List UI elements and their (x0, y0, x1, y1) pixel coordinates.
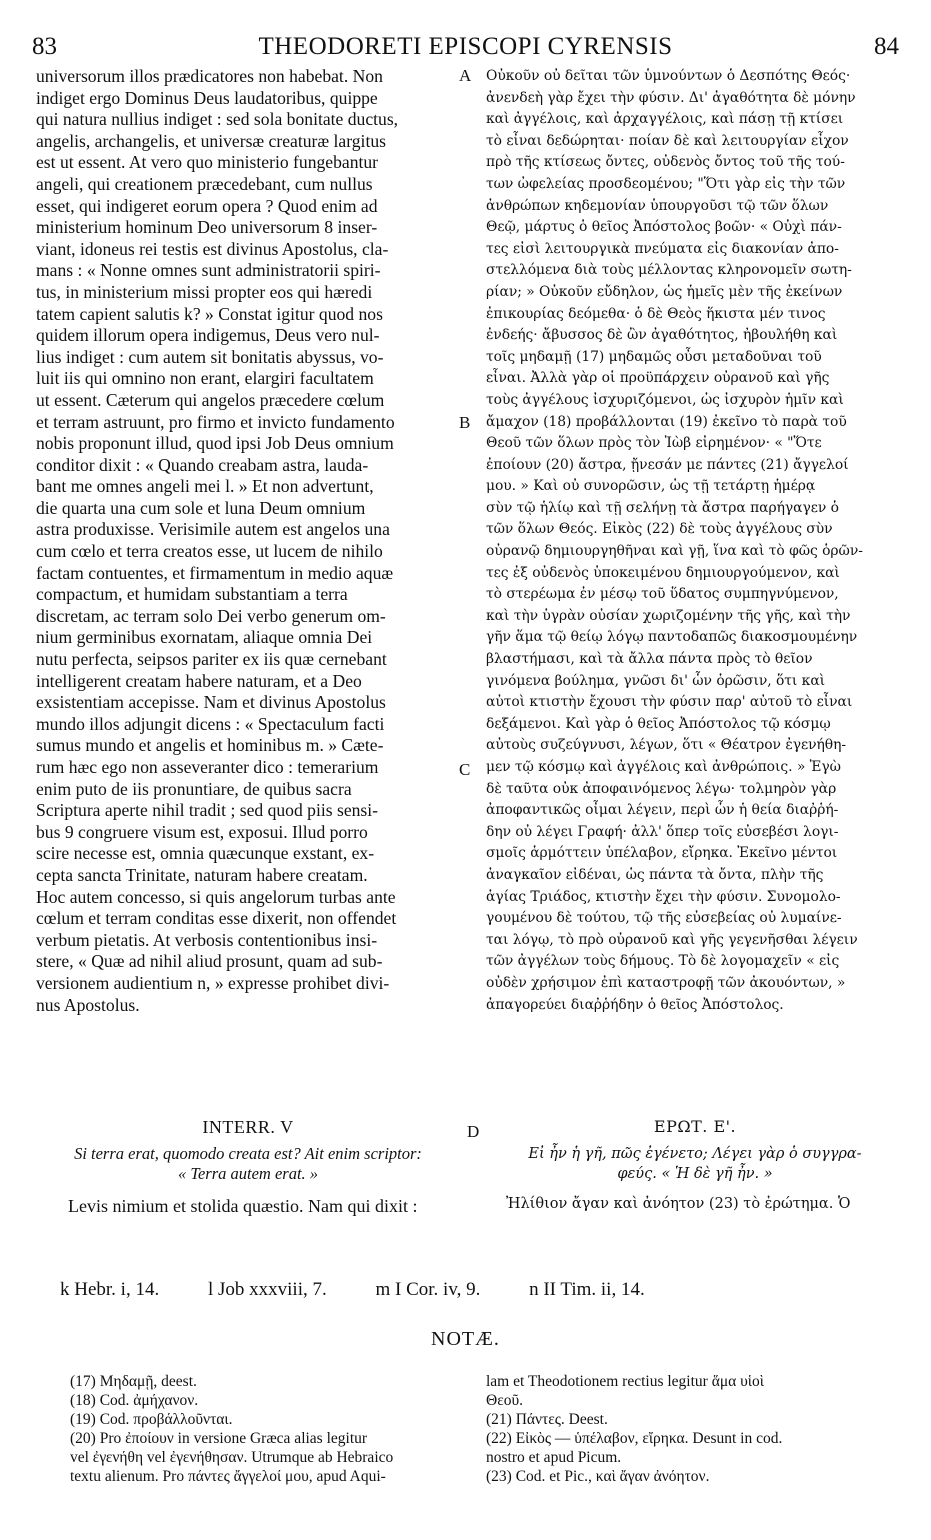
latin-text-line: luit iis qui omnino non erant, elargiri facultatem (36, 368, 374, 389)
greek-text-line: Θεῷ, μάρτυς ὁ θεῖος Ἀπόστολος βοῶν· « Οὐχὶ πάν- (486, 219, 842, 236)
latin-text-line: viant, idoneus rei testis est divinus Apostolus, cla- (36, 238, 389, 259)
greek-text-line: οὐδὲν χρήσιμον ἐπὶ καταστροφῇ τῶν ἀκουόντων, » (486, 974, 846, 991)
notes-title: NOTÆ. (431, 1328, 500, 1350)
latin-text-line: exsistentiam accepisse. Nam et divinus Apostolus (36, 692, 386, 713)
page-number-left: 83 (32, 33, 57, 60)
latin-text-line: lius indiget : cum autem sit bonitatis abyssus, vo- (36, 346, 384, 367)
note-line: (19) Cod. προβάλλοῦνται. (70, 1411, 233, 1428)
greek-text-line: μου. » Καὶ οὐ συνορῶσιν, ὡς τῇ τετάρτῃ ἡμέρᾳ (486, 478, 816, 495)
greek-question-line-1: Εἰ ἦν ἡ γῆ, πῶς ἐγένετο; Λέγει γὰρ ὁ συγγρα- (528, 1146, 862, 1162)
running-title: THEODORETI EPISCOPI CYRENSIS (258, 33, 673, 60)
note-line: Θεοῦ. (486, 1392, 524, 1409)
latin-question (36, 1144, 460, 1184)
greek-text-line: βλαστήμασι, καὶ τὰ ἄλλα πάντα πρὸς τὸ θεῖον (486, 651, 813, 668)
latin-text-line: versionem audientium n, » expresse prohibet divi- (36, 972, 390, 993)
latin-text-line: Hoc autem concesso, si quis angelorum turbas ante (36, 886, 396, 907)
footnotes (60, 1279, 760, 1301)
latin-text-line: esset, qui indigeret eorum opera ? Quod enim ad (36, 195, 378, 216)
latin-text-line: cum cœlo et terra creatos esse, ut lucem de nihilo (36, 541, 383, 562)
running-head (32, 30, 899, 64)
greek-text-line: ἀναγκαῖον εἰδέναι, ὡς πάντα τὰ ὄντα, πλὴν τῆς (486, 866, 824, 883)
note-line: (17) Μηδαμῇ, deest. (70, 1373, 197, 1390)
greek-text-line: τῶν ἀγγέλων τοὺς δήμους. Τὸ δὲ λογομαχεῖν « εἰς (486, 953, 840, 970)
greek-text-line: Οὐκοῦν οὐ δεῖται τῶν ὑμνούντων ὁ Δεσπότης Θεός· (486, 68, 851, 84)
latin-text-line: bant me omnes angeli mei l. » Et non advertunt, (36, 476, 374, 497)
latin-text-line: discretam, ac terram solo Dei verbo generum om- (36, 605, 386, 626)
greek-text-line: τες εἰσὶ λειτουργικὰ πνεύματα εἰς διακονίαν ἀπο- (486, 240, 839, 257)
greek-text-line: ἄμαχον (18) προβάλλονται (19) ἐκεῖνο τὸ παρὰ τοῦ (486, 413, 847, 430)
greek-text-line: πρὸ τῆς κτίσεως ὄντες, οὐδενὸς ὄντος τοῦ τῆς τού- (486, 154, 845, 171)
margin-letter-a: A (459, 66, 472, 85)
latin-text-line: scire necesse est, omnia quæcunque exstant, ex- (36, 843, 375, 864)
latin-text-line: rum hæc ego non asseveranter dico : temerarium (36, 757, 379, 777)
note-line: (23) Cod. et Pic., καὶ ἄγαν ἀνόητον. (486, 1468, 710, 1485)
latin-text-line: est ut essent. At vero quo ministerio fungebantur (36, 152, 379, 173)
latin-text-line: tus, in ministerium missi propter eos qui hæredi (36, 281, 373, 302)
greek-text-line: δην οὐ λέγει Γραφή· ἀλλ' ὅπερ τοῖς εὐσεβέσι λογι- (486, 823, 839, 840)
greek-text-line: τῶν ὅλων Θεός. Εἰκὸς (22) δὲ τοὺς ἀγγέλους σὺν (486, 521, 833, 538)
greek-text-line: τες ἐξ οὐδενὸς ὑποκειμένου δημιουργούμενον, καὶ (486, 564, 840, 581)
latin-question-line-2: « Terra autem erat. » (177, 1164, 319, 1183)
latin-text-line: qui natura nullius indiget : sed sola bonitate ductus, (36, 109, 399, 130)
page-number-right: 84 (874, 33, 899, 60)
latin-text-line: conditor dixit : « Quando creabam astra, lauda- (36, 454, 369, 475)
greek-text-line: δεξάμενοι. Καὶ γὰρ ὁ θεῖος Ἀπόστολος τῷ κόσμῳ (486, 715, 831, 732)
note-line: nostro et apud Picum. (486, 1449, 622, 1466)
greek-text-line: τοῖς μηδαμῇ (17) μηδαμῶς οὖσι μεταδοῦναι τοῦ (486, 348, 822, 365)
greek-text-line: σὺν τῷ ἡλίῳ καὶ τῇ σελήνῃ τὰ ἄστρα παρήγαγεν ὁ (486, 499, 839, 516)
greek-text-line: Θεοῦ τῶν ὅλων πρὸς τὸν Ἰὼβ εἰρημένον· « "Ὅτε (486, 435, 822, 452)
latin-text-line: nium germinibus exornatam, aliaque omnia Dei (36, 627, 373, 648)
greek-text-line: αὐτοὺς συζεύγνυσι, λέγων, ὅτι « Θέατρον ἐγενήθη- (486, 737, 847, 754)
footnote-l: l Job xxxviii, 7. (207, 1279, 327, 1300)
greek-text-line: ἐνδεής· ἄβυσσος δὲ ὢν ἀγαθότητος, ἠβουλήθη καὶ (486, 327, 838, 344)
greek-text-line: ται λόγῳ, τὸ πρὸ οὐρανοῦ καὶ γῆς γεγενῆσθαι λέγειν (486, 931, 858, 948)
greek-text-line: οὐρανῷ δημιουργηθῆναι καὶ γῇ, ἵνα καὶ τὸ φῶς ὁρῶν- (486, 543, 863, 560)
latin-column (36, 66, 460, 1016)
latin-text-line: cepta sancta Trinitate, naturam habere creatam. (36, 864, 368, 885)
notes-left-column (70, 1372, 460, 1486)
notes-right-column (486, 1372, 904, 1486)
note-line: (21) Πάντες. Deest. (486, 1411, 608, 1428)
latin-text-line: indiget ergo Dominus Deus laudatoribus, quippe (36, 87, 378, 108)
latin-answer-line: Levis nimium et stolida quæstio. Nam qui dixit : (68, 1196, 418, 1216)
latin-text-line: nus Apostolus. (36, 994, 140, 1015)
greek-question-line-2: φεύς. « Ἡ δὲ γῆ ἦν. » (617, 1166, 773, 1182)
greek-column (486, 66, 904, 1016)
greek-text-line: καὶ ἀγγέλοις, καὶ ἀρχαγγέλοις, καὶ πάσῃ τῇ κτίσει (486, 111, 844, 128)
greek-text-line: των ὠφελείας προσδεομένου; "Ὅτι γὰρ εἰς τὴν τῶν (486, 175, 846, 192)
note-line: (22) Εἰκὸς — ὑπέλαβον, εἴρηκα. Desunt in cod. (486, 1430, 783, 1447)
greek-section-heading: ΕΡΩΤ. Ε'. (653, 1117, 737, 1136)
margin-letter-b: B (459, 413, 471, 432)
latin-text-line: tatem capient salutis k? » Constat igitur quod nos (36, 303, 383, 324)
greek-text-line: μεν τῷ κόσμῳ καὶ ἀγγέλοις καὶ ἀνθρώποις. » Ἐγὼ (486, 759, 841, 775)
note-line: (20) Pro ἐποίουν in versione Græca alias legitur (70, 1430, 368, 1447)
greek-text-line: τοὺς ἀγγέλους ἰσχυριζόμενοι, ὡς ἰσχυρὸν ἡμῖν καὶ (486, 391, 844, 408)
latin-text-line: compactum, et humidam substantiam a terra (36, 584, 348, 605)
latin-question-line-1: Si terra erat, quomodo creata est? Ait enim scriptor: (74, 1144, 422, 1163)
latin-text-line: stere, « Quæ ad nihil aliud prosunt, quam ad sub- (36, 951, 383, 972)
greek-text-line: ἀπαγορεύει διαῤῥήδην ὁ θεῖος Ἀπόστολος. (486, 996, 784, 1013)
note-line: lam et Theodotionem rectius legitur ἅμα υἱοὶ (486, 1373, 764, 1390)
footnote-n: n II Tim. ii, 14. (529, 1279, 645, 1300)
note-line: (18) Cod. ἀμήχανον. (70, 1392, 199, 1409)
latin-text-line: astra produxisse. Verisimile autem est angelos una (36, 519, 390, 540)
greek-text-line: ἀνενδεὴ γὰρ ἔχει τὴν φύσιν. Δι' ἀγαθότητα δὲ μόνην (486, 89, 856, 106)
greek-text-line: ἐποίουν (20) ἄστρα, ᾔνεσάν με πάντες (21) ἄγγελοί (486, 456, 849, 473)
latin-text-line: et terram astruunt, pro firmo et invicto fundamento (36, 411, 395, 432)
latin-text-line: ut essent. Cæterum qui angelos præcedere cœlum (36, 389, 385, 410)
greek-text-line: τὸ εἶναι δεδώρηται· ποίαν δὲ καὶ λειτουργίαν εἶχον (486, 132, 849, 149)
latin-text-line: universorum illos prædicatores non habebat. Non (36, 66, 383, 86)
greek-text-line: γινόμενα βούλημα, γνῶσι δι' ὧν ὁρῶσιν, ὅτι καὶ (486, 672, 826, 689)
latin-text-line: intelligerent creatam habere naturam, et a Deo (36, 670, 362, 691)
greek-text-line: τὸ στερέωμα ἐν μέσῳ τοῦ ὕδατος συμπηγνύμενον, (486, 586, 839, 603)
greek-text-line: στελλόμενα διὰ τοὺς μέλλοντας κληρονομεῖν σωτη- (486, 262, 852, 279)
latin-text-line: ministerium hominum Deo universorum 8 inser- (36, 217, 378, 238)
latin-text-line: angelis, archangelis, et universæ creaturæ largitus (36, 130, 386, 151)
latin-text-line: quidem illorum opera indigemus, Deus vero nul- (36, 325, 380, 346)
greek-text-line: ἐπικουρίας δεόμεθα· ὁ δὲ Θεὸς ἥκιστα μέν τινος (486, 305, 826, 322)
latin-text-line: angeli, qui creationem præcedebant, cum nullus (36, 173, 373, 194)
greek-text-line: αὐτοὶ κτιστὴν ἔχουσι τὴν φύσιν παρ' αὐτοῦ τὸ εἶναι (486, 694, 853, 711)
greek-text-line: δὲ ταῦτα οὐκ ἀποφαινόμενος λέγω· τολμηρὸν γὰρ (486, 780, 837, 797)
latin-text-line: cœlum et terram conditas esse dixerit, non offendet (36, 908, 397, 929)
latin-text-line: enim puto de iis pronuntiare, de quibus sacra (36, 778, 352, 799)
latin-text-line: mundo illos adjungit dicens : « Spectaculum facti (36, 713, 385, 734)
greek-text-line: ἀποφαντικῶς οἶμαι λέγειν, περὶ ὧν ἡ θεία διαῤῥή- (486, 802, 839, 819)
latin-text-line: nutu perfecta, seipsos pariter ex iis quæ cernebant (36, 649, 387, 670)
margin-letter-d: D (467, 1122, 480, 1141)
latin-text-line: bus 9 congruere visum est, exposui. Illud porro (36, 821, 368, 842)
greek-text-line: καὶ τὴν ὑγρὰν οὐσίαν χωριζομένην τῆς γῆς, καὶ τὴν (486, 607, 851, 624)
greek-text-line: γῆν ἅμα τῷ θείῳ λόγῳ παντοδαπῶς διακοσμουμένην (486, 629, 858, 646)
greek-text-line: ἁγίας Τριάδος, κτιστὴν ἔχει τὴν φύσιν. Συνομολο- (486, 888, 841, 905)
latin-text-line: factam contuentes, et firmamentum in medio aquæ (36, 562, 394, 583)
latin-text-line: mans : « Nonne omnes sunt administratorii spiri- (36, 260, 381, 281)
latin-text-line: die quarta una cum sole et luna Deum omnium (36, 497, 366, 518)
greek-text-line: ἀνθρώπων κηδεμονίαν ὑπουργοῦσι τῷ τῶν ὅλων (486, 197, 829, 214)
latin-text-line: Scriptura aperte nihil tradit ; sed quod piis sensi- (36, 800, 379, 821)
footnote-k: k Hebr. i, 14. (60, 1279, 160, 1300)
margin-letter-c: C (459, 760, 471, 779)
note-line: textu alienum. Pro πάντες ἄγγελοί μου, apud Aqui- (70, 1468, 386, 1485)
latin-text-line: verbum pietatis. At verbosis contentionibus insi- (36, 929, 378, 950)
greek-text-line: γουμένου δὲ τούτου, τῷ τῆς εὐσεβείας οὐ λυμαίνε- (486, 910, 842, 927)
greek-text-line: ρίαν; » Οὐκοῦν εὔδηλον, ὡς ἡμεῖς μὲν τῆς ἐκείνων (486, 283, 843, 300)
footnote-m: m I Cor. iv, 9. (375, 1279, 481, 1300)
greek-answer-line: Ἠλίθιον ἄγαν καὶ ἀνόητον (23) τὸ ἐρώτημα. Ὁ (506, 1196, 851, 1212)
latin-section-heading: INTERR. V (202, 1117, 294, 1137)
greek-text-line: εἶναι. Ἀλλὰ γὰρ οἱ προϋπάρχειν οὐρανοῦ καὶ γῆς (486, 370, 830, 387)
latin-text-line: sumus mundo et angelis et hominibus m. » Cæte- (36, 735, 384, 756)
note-line: vel ἐγενήθη vel ἐγενήθησαν. Utrumque ab Hebraico (70, 1449, 394, 1466)
greek-question (486, 1144, 904, 1184)
latin-text-line: nobis proponunt illud, quod ipsi Job Deus omnium (36, 433, 394, 454)
greek-text-line: σμοῖς ἁρμόττειν ὑπέλαβον, εἴρηκα. Ἐκεῖνο μέντοι (486, 845, 838, 862)
